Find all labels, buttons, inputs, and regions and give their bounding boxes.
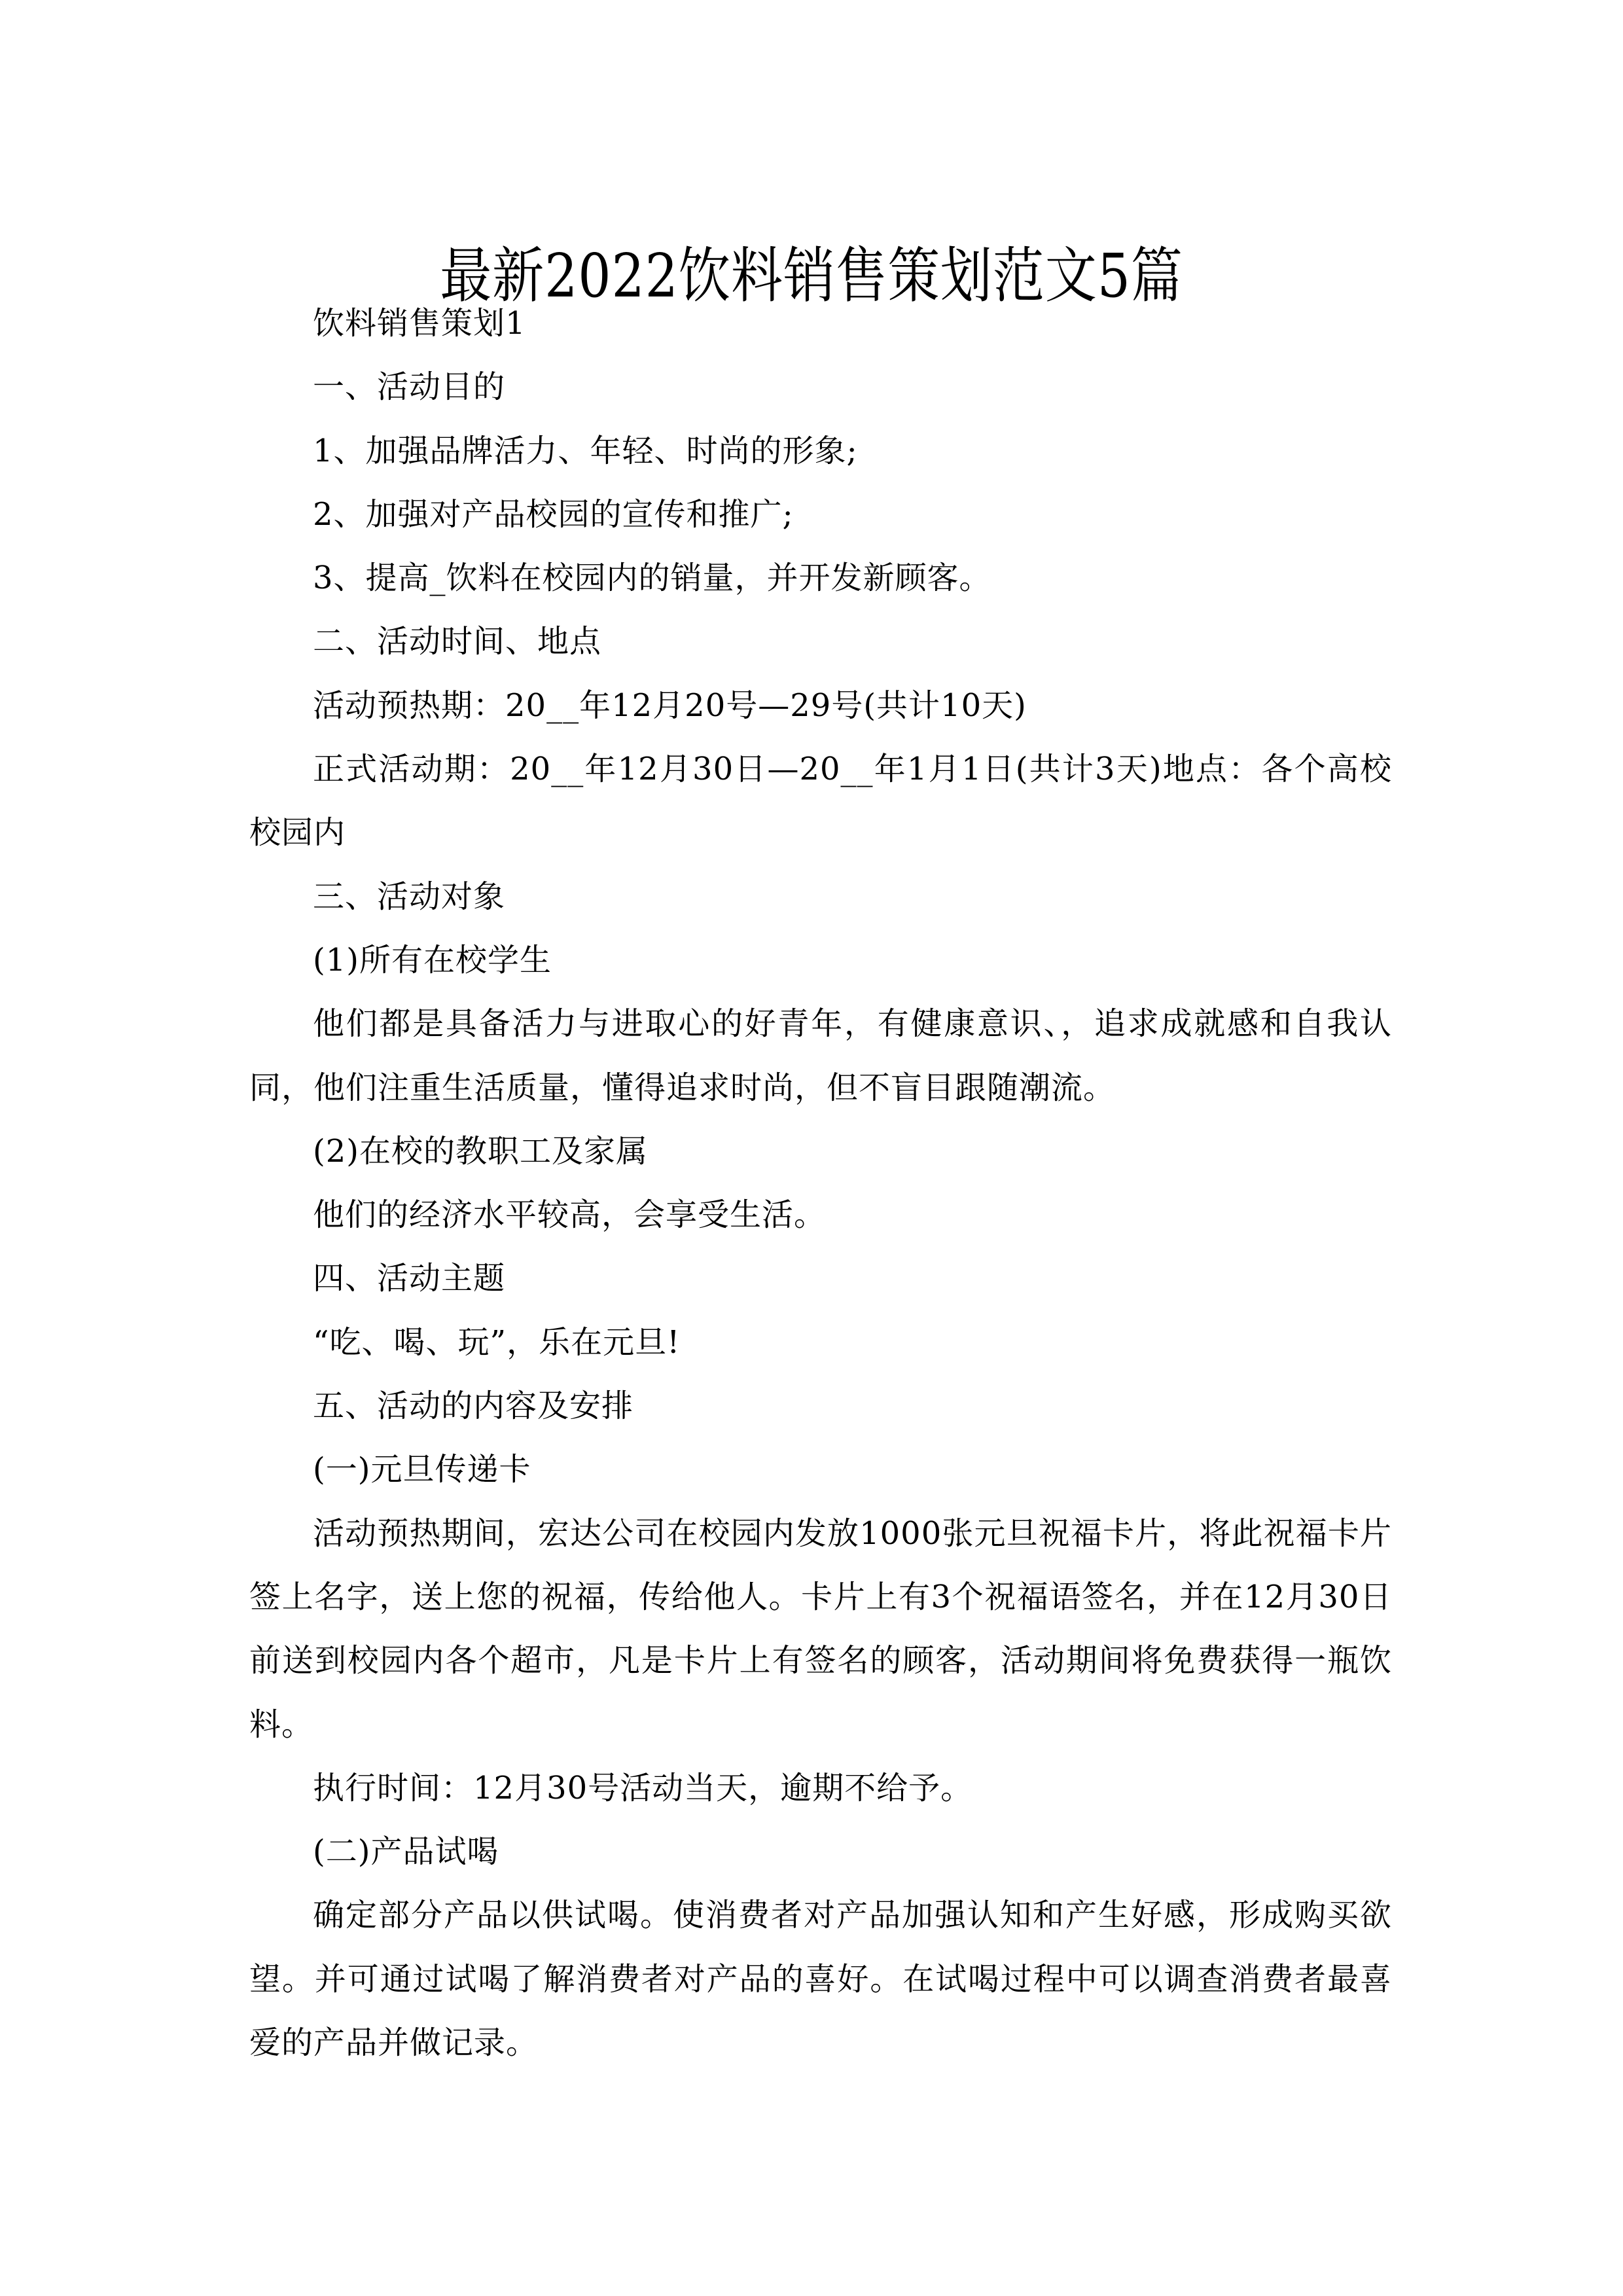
section-heading-plan-1: 饮料销售策划1 [313,305,526,342]
section-heading-content: 五、活动的内容及安排 [313,1388,634,1425]
section-heading-audience: 三、活动对象 [313,878,506,915]
document-title: 最新2022饮料销售策划范文5篇 [440,240,1183,311]
document-body [249,292,1392,2075]
warmup-period-text: 活动预热期：20__年12月20号—29号(共计10天) [313,687,1027,724]
audience-subheading-students: (1)所有在校学生 [313,941,552,978]
purpose-item-2: 2、加强对产品校园的宣传和推广; [313,495,794,533]
audience-subheading-staff: (2)在校的教职工及家属 [313,1132,648,1170]
section-heading-purpose: 一、活动目的 [313,368,506,406]
section-heading-time-place: 二、活动时间、地点 [313,623,602,660]
staff-description: 他们的经济水平较高，会享受生活。 [313,1196,827,1234]
students-description: 他们都是具备活力与进取心的好青年，有健康意识、，追求成就感和自我认同，他们注重生活质量，懂得追求时尚，但不盲目跟随潮流。 [249,1005,1392,1106]
content-subheading-tasting: (二)产品试喝 [313,1833,499,1871]
content-subheading-card: (一)元旦传递卡 [313,1451,531,1488]
purpose-item-3: 3、提高_饮料在校园内的销量，并开发新顾客。 [313,560,991,597]
tasting-description: 确定部分产品以供试喝。使消费者对产品加强认知和产生好感，形成购买欲望。并可通过试喝了解消费者对产品的喜好。在试喝过程中可以调查消费者最喜爱的产品并做记录。 [249,1897,1392,2062]
card-description: 活动预热期间，宏达公司在校园内发放1000张元旦祝福卡片，将此祝福卡片签上名字，送上您的祝福，传给他人。卡片上有3个祝福语签名，并在12月30日前送到校园内各个超市，凡是卡片上有签名的顾客，活动期间将免费获得一瓶饮料。 [249,1515,1392,1743]
section-heading-theme: 四、活动主题 [313,1260,506,1297]
purpose-item-1: 1、加强品牌活力、年轻、时尚的形象; [313,432,858,469]
formal-period-text: 正式活动期：20__年12月30日—20__年1月1日(共计3天)地点：各个高校校园内 [249,751,1392,852]
theme-slogan: “吃、喝、玩”，乐在元旦! [313,1323,681,1361]
card-execution-time: 执行时间：12月30号活动当天，逾期不给予。 [313,1769,973,1806]
